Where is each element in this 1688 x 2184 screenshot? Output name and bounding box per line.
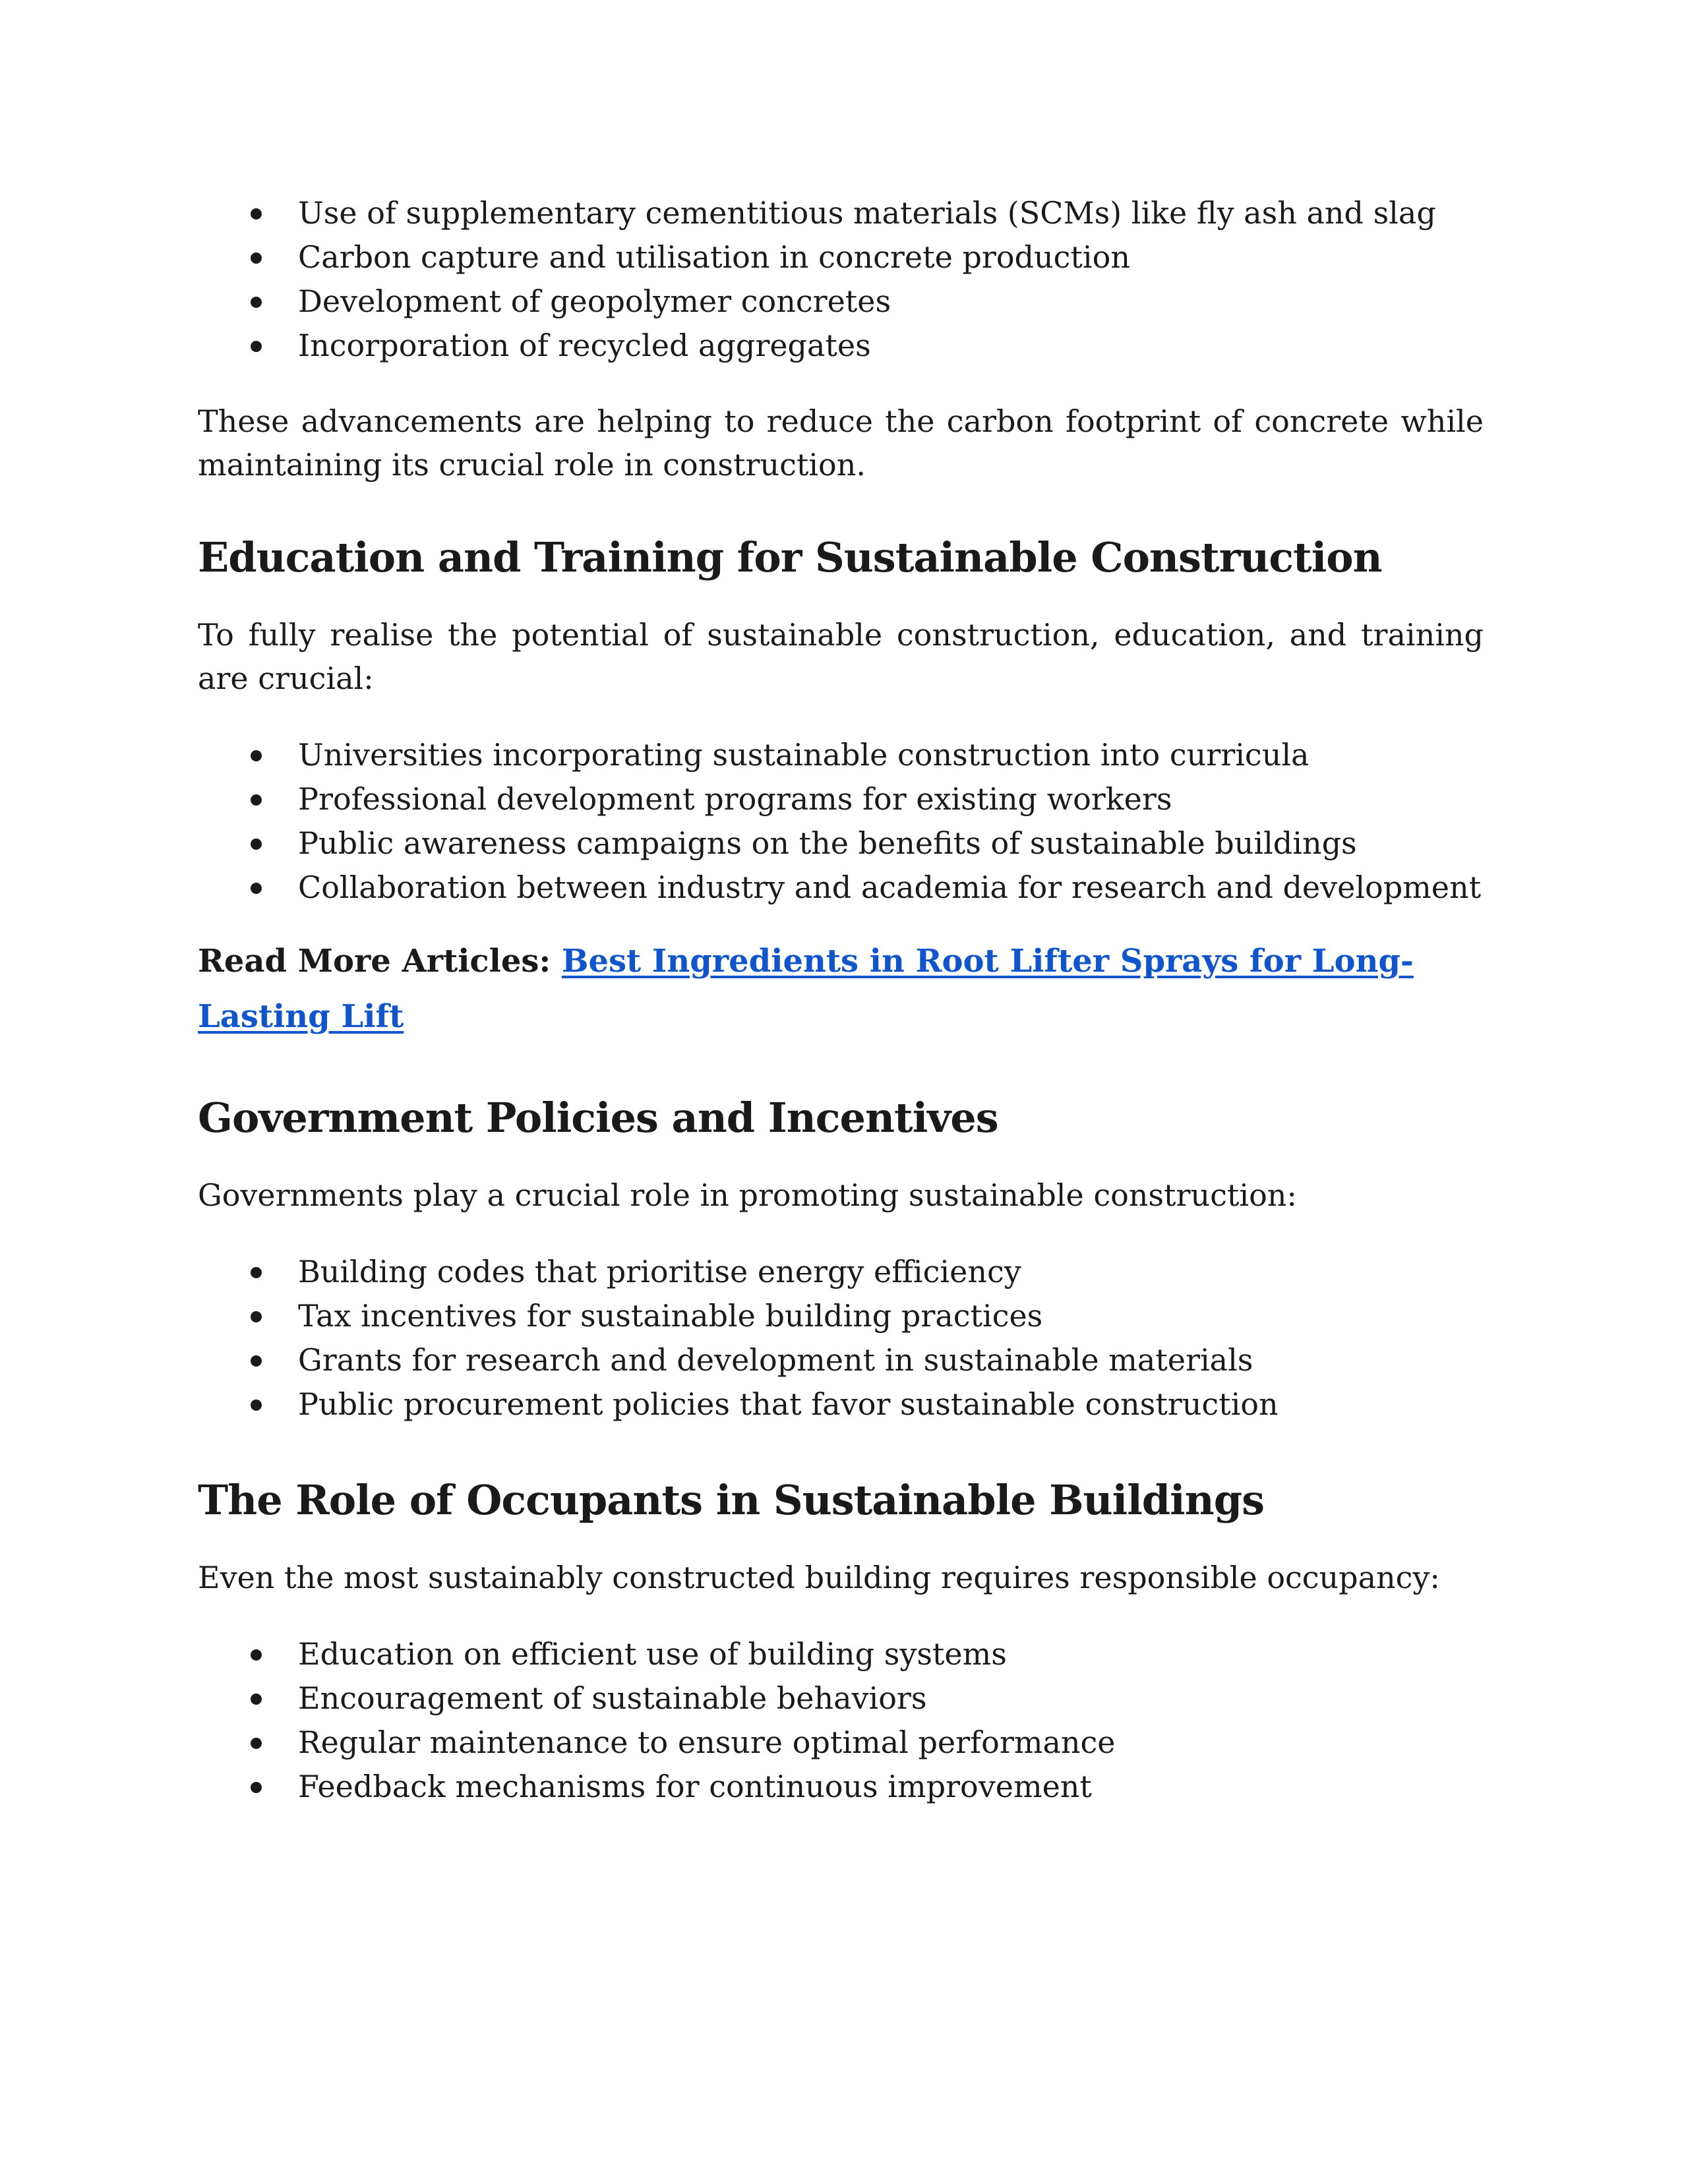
list-item-text: Building codes that prioritise energy efficiency bbox=[298, 1254, 1021, 1289]
list-item bbox=[198, 324, 1484, 368]
document-page bbox=[198, 191, 1484, 1809]
government-list bbox=[198, 1250, 1484, 1427]
read-more-label: Read More Articles: bbox=[198, 943, 551, 980]
list-item bbox=[198, 1632, 1484, 1676]
bullet-icon bbox=[251, 750, 262, 761]
bullet-icon bbox=[251, 1649, 262, 1661]
bullet-icon bbox=[251, 883, 262, 894]
list-item-text: Collaboration between industry and academia for research and development bbox=[298, 870, 1482, 905]
list-item bbox=[198, 1765, 1484, 1809]
list-item-text: Use of supplementary cementitious materials (SCMs) like fly ash and slag bbox=[298, 195, 1436, 231]
list-item-text: Grants for research and development in sustainable materials bbox=[298, 1342, 1253, 1378]
bullet-icon bbox=[251, 794, 262, 806]
list-item-text: Development of geopolymer concretes bbox=[298, 283, 891, 319]
list-item-text: Feedback mechanisms for continuous improvement bbox=[298, 1769, 1092, 1804]
list-item bbox=[198, 235, 1484, 280]
concrete-innovations-list bbox=[198, 191, 1484, 368]
list-item-text: Universities incorporating sustainable construction into curricula bbox=[298, 737, 1310, 773]
bullet-icon bbox=[251, 1782, 262, 1793]
list-item bbox=[198, 777, 1484, 821]
list-item bbox=[198, 280, 1484, 324]
occupants-intro-paragraph: Even the most sustainably constructed building requires responsible occupancy: bbox=[198, 1560, 1440, 1595]
occupants-list bbox=[198, 1632, 1484, 1809]
government-heading: Government Policies and Incentives bbox=[198, 1094, 998, 1142]
bullet-icon bbox=[251, 839, 262, 850]
list-item bbox=[198, 821, 1484, 866]
list-item-text: Regular maintenance to ensure optimal performance bbox=[298, 1725, 1116, 1760]
list-item-text: Education on efficient use of building systems bbox=[298, 1636, 1007, 1672]
list-item bbox=[198, 1294, 1484, 1338]
bullet-icon bbox=[251, 1400, 262, 1411]
government-intro-paragraph: Governments play a crucial role in promoting sustainable construction: bbox=[198, 1177, 1297, 1213]
occupants-heading: The Role of Occupants in Sustainable Buildings bbox=[198, 1476, 1264, 1524]
list-item-text: Public awareness campaigns on the benefits of sustainable buildings bbox=[298, 825, 1357, 861]
list-item-text: Encouragement of sustainable behaviors bbox=[298, 1680, 927, 1716]
list-item bbox=[198, 191, 1484, 235]
list-item bbox=[198, 1676, 1484, 1721]
bullet-icon bbox=[251, 341, 262, 352]
read-more-link[interactable]: Best Ingredients in Root Lifter Sprays for Long-Lasting Lift bbox=[198, 943, 1414, 1035]
list-item-text: Incorporation of recycled aggregates bbox=[298, 328, 871, 363]
bullet-icon bbox=[251, 1355, 262, 1367]
education-heading: Education and Training for Sustainable Construction bbox=[198, 533, 1382, 581]
bullet-icon bbox=[251, 252, 262, 264]
list-item bbox=[198, 1382, 1484, 1427]
education-list bbox=[198, 733, 1484, 910]
read-more-line bbox=[198, 933, 1484, 1044]
concrete-summary-paragraph: These advancements are helping to reduce the carbon footprint of concrete while maintaining its crucial role in construction. bbox=[198, 403, 1484, 483]
list-item bbox=[198, 1250, 1484, 1294]
list-item-text: Public procurement policies that favor sustainable construction bbox=[298, 1386, 1279, 1422]
bullet-icon bbox=[251, 1311, 262, 1322]
list-item-text: Professional development programs for existing workers bbox=[298, 781, 1172, 817]
list-item-text: Tax incentives for sustainable building practices bbox=[298, 1298, 1043, 1334]
bullet-icon bbox=[251, 1694, 262, 1705]
list-item bbox=[198, 1338, 1484, 1382]
education-intro-paragraph: To fully realise the potential of sustainable construction, education, and training are crucial: bbox=[198, 617, 1484, 696]
bullet-icon bbox=[251, 1738, 262, 1749]
bullet-icon bbox=[251, 297, 262, 308]
list-item bbox=[198, 733, 1484, 777]
bullet-icon bbox=[251, 208, 262, 220]
list-item-text: Carbon capture and utilisation in concrete production bbox=[298, 239, 1130, 275]
list-item bbox=[198, 866, 1484, 910]
bullet-icon bbox=[251, 1267, 262, 1278]
list-item bbox=[198, 1721, 1484, 1765]
